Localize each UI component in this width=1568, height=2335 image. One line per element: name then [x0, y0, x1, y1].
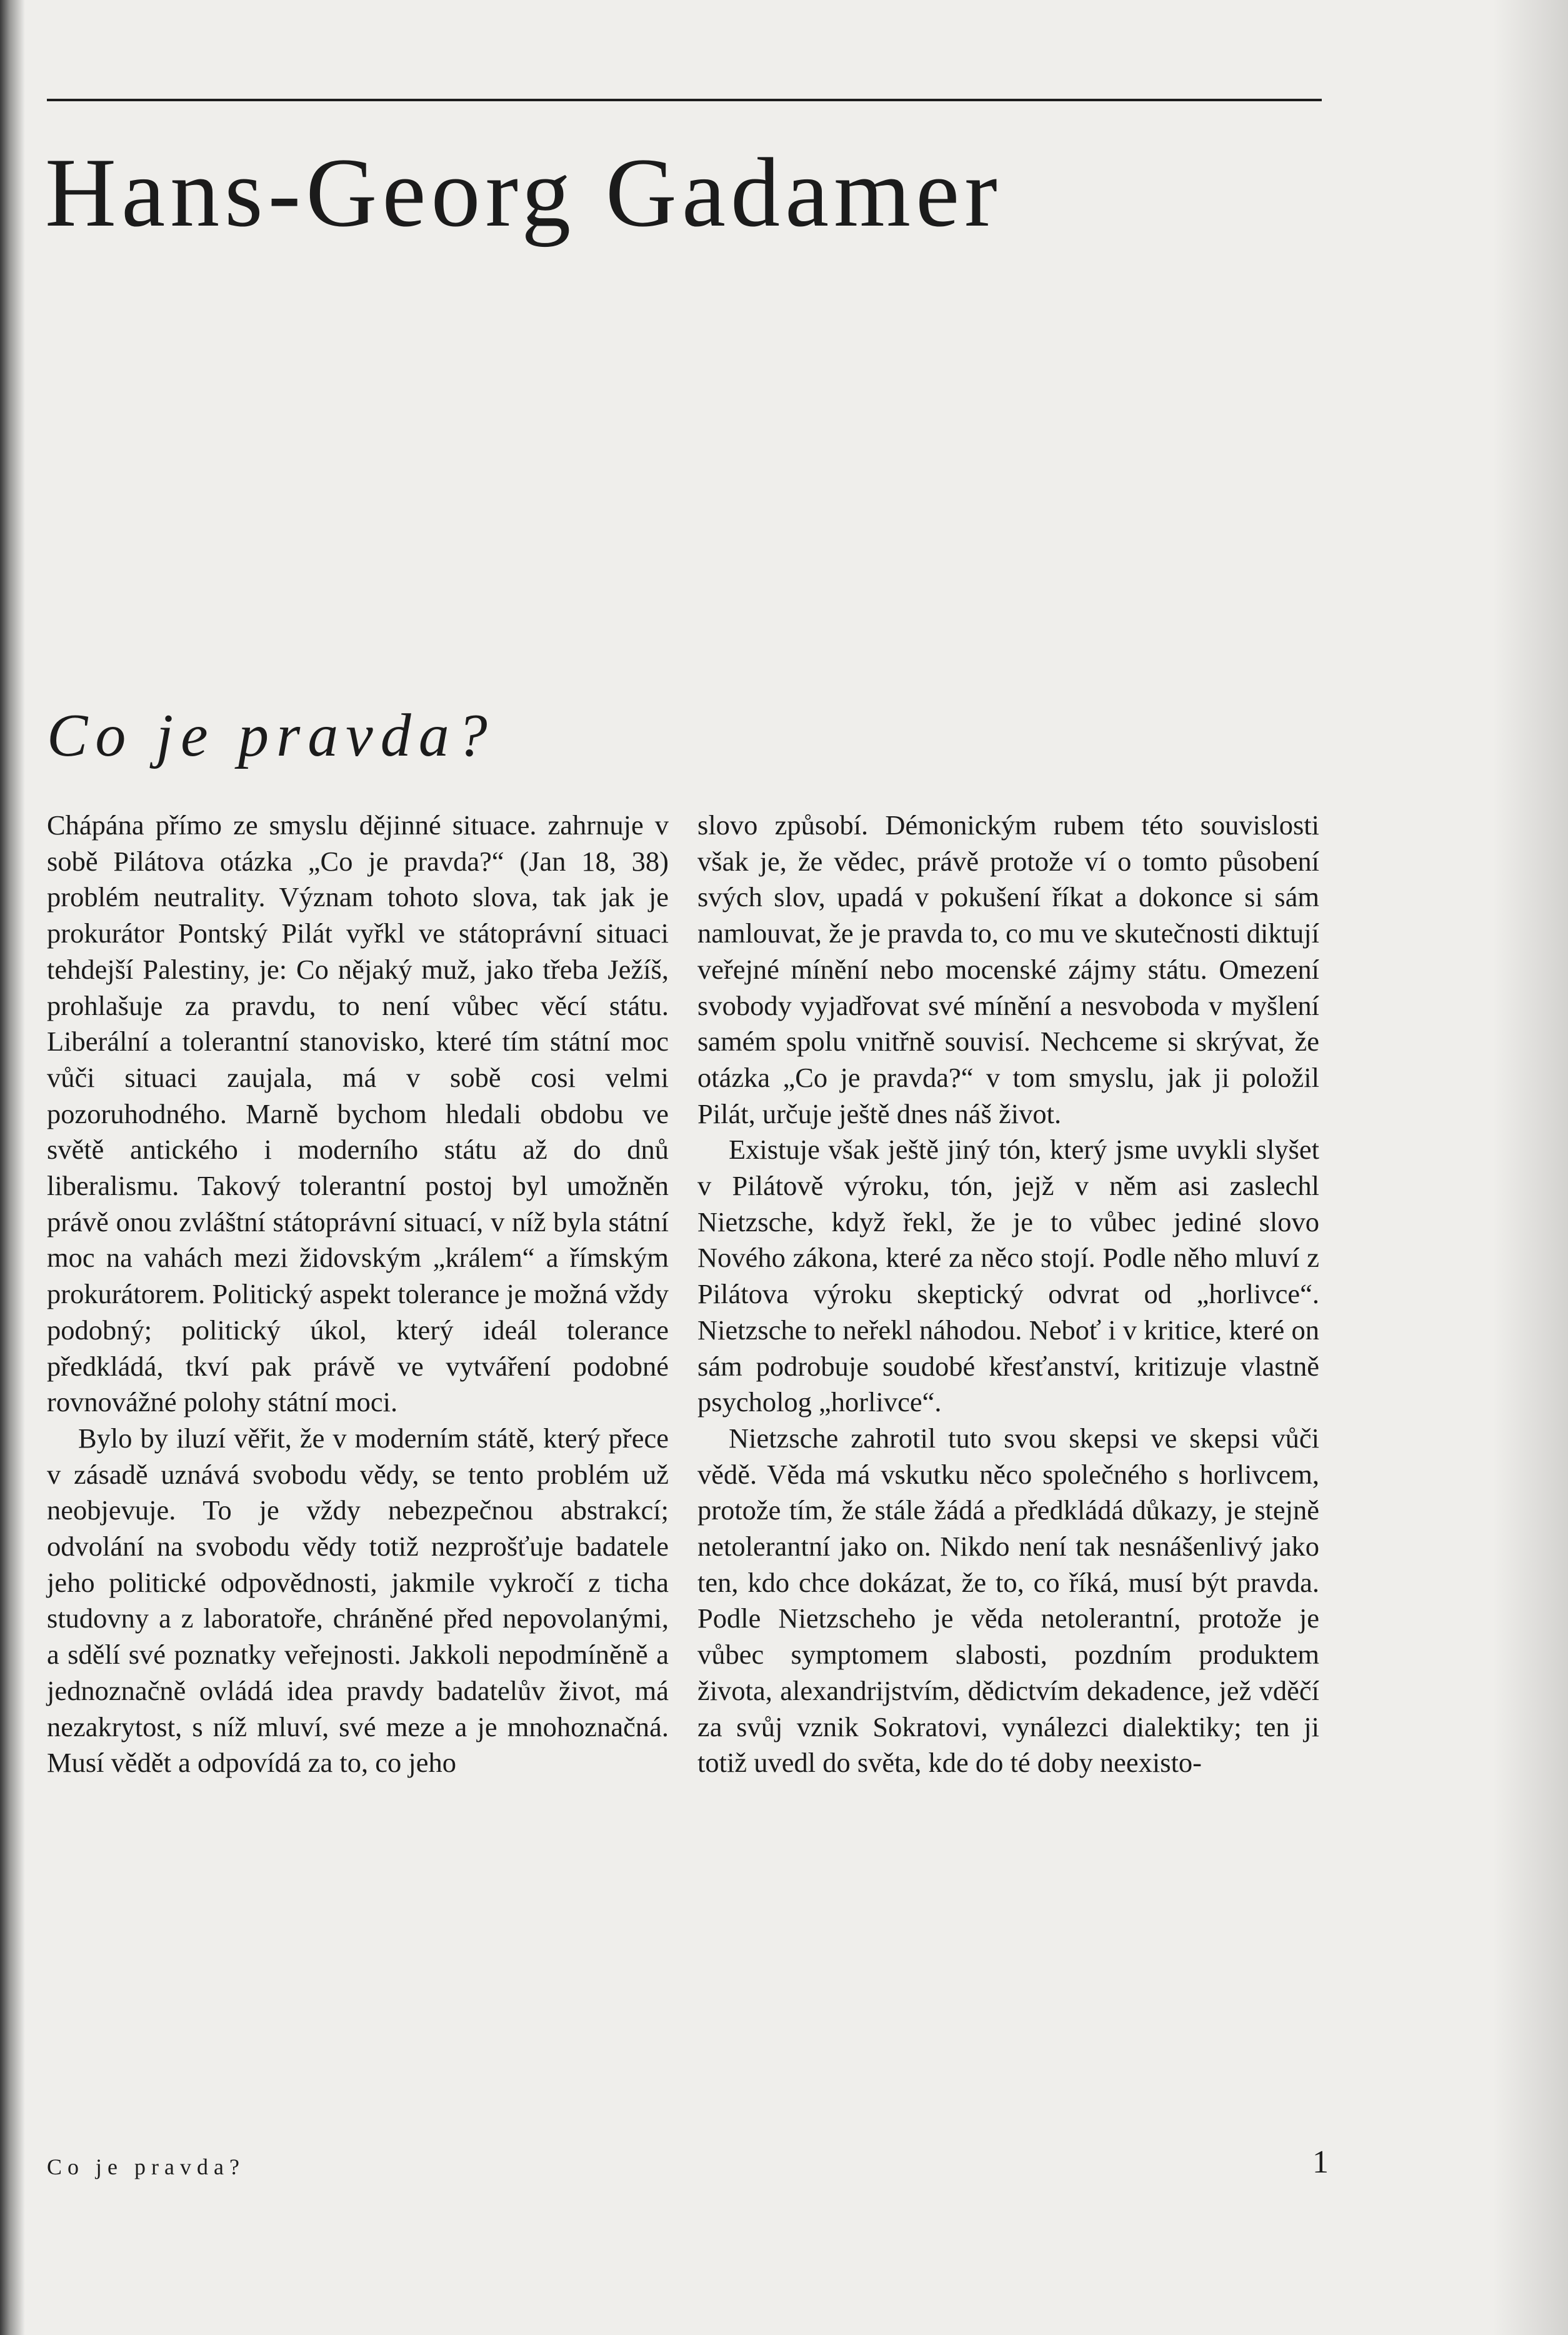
paragraph: Nietzsche zahrotil tuto svou skepsi ve skepsi vůči vědě. Věda má vskutku něco společného s horlivcem, protože tím, že stále žádá a předkládá důkazy, je stejně netolerantní jako on. Nikdo není tak nesnášenlivý jako ten, kdo chce dokázat, že to, co říká, musí být pravda. Podle Nietzscheho je věda netolerantní, protože je vůbec symptomem slabosti, pozdním produktem života, alexandrijstvím, dědictvím dekadence, jež vděčí za svůj vznik Sokratovi, vynálezci dialektiky; ten ji totiž uvedl do světa, kde do té doby neexisto- [697, 1422, 1319, 1779]
running-footer-title: Co je pravda? [47, 2154, 245, 2179]
paragraph: Existuje však ještě jiný tón, který jsme uvykli slyšet v Pilátově výroku, tón, jejž v něm asi zaslechl Nietzsche, když řekl, že je to vůbec jediné slovo Nového zákona, které za něco stojí. Podle něho mluví z Pilátova výroku skeptický odvrat od „horlivce“. Nietzsche to neřekl náhodou. Neboť i v kritice, které on sám podrobuje soudobé křesťanství, kritizuje vlastně psycholog „horlivce“. [697, 1134, 1319, 1418]
page-number: 1 [1312, 2144, 1329, 2180]
article-title: Co je pravda? [47, 702, 495, 769]
right-text-column [697, 808, 1319, 1781]
paragraph: Chápána přímo ze smyslu dějinné situace. zahrnuje v sobě Pilátova otázka „Co je pravda?“ (Jan 18, 38) problém neutrality. Význam tohoto slova, tak jak je prokurátor Pontský Pilát vyřkl ve státoprávní situaci tehdejší Palestiny, je: Co nějaký muž, jako třeba Ježíš, prohlašuje za pravdu, to není vůbec věcí státu. Liberální a tolerantní stanovisko, které tím státní moc vůči situaci zaujala, má v sobě cosi velmi pozoruhodného. Marně bychom hledali obdobu ve světě antického i moderního státu až do dnů liberalismu. Takový tolerantní postoj byl umožněn právě onou zvláštní státoprávní situací, v níž byla státní moc na vahách mezi židovským „králem“ a římským prokurátorem. Politický aspekt tolerance je možná vždy podobný; politický úkol, který ideál tolerance předkládá, tkví pak právě ve vytváření podobné rovnovážné polohy státní moci. [47, 809, 669, 1418]
paragraph: Bylo by iluzí věřit, že v moderním státě, který přece v zásadě uznává svobodu vědy, se tento problém už neobjevuje. To je vždy nebezpečnou abstrakcí; odvolání na svobodu vědy totiž nezprošťuje badatele jeho politické odpovědnosti, jakmile vykročí z ticha studovny a z laboratoře, chráněné před nepovolanými, a sdělí své poznatky veřejnosti. Jakkoli nepodmíněně a jednoznačně ovládá idea pravdy badatelův život, má nezakrytost, s níž mluví, své meze a je mnohoznačná. Musí vědět a odpovídá za to, co jeho [47, 1422, 669, 1779]
header-rule [47, 99, 1322, 101]
author-heading: Hans-Georg Gadamer [45, 138, 1002, 248]
left-text-column [47, 808, 669, 1781]
paragraph: slovo způsobí. Démonickým rubem této souvislosti však je, že vědec, právě protože ví o tomto působení svých slov, upadá v pokušení říkat a dokonce si sám namlouvat, že je pravda to, co mu ve skutečnosti diktují veřejné mínění nebo mocenské zájmy státu. Omezení svobody vyjadřovat své mínění a nesvoboda v myšlení samém spolu vnitřně souvisí. Nechceme si skrývat, že otázka „Co je pravda?“ v tom smyslu, jak ji položil Pilát, určuje ještě dnes náš život. [697, 809, 1319, 1129]
page-gutter-shadow [0, 0, 25, 2335]
page-edge-shadow [1493, 0, 1568, 2335]
